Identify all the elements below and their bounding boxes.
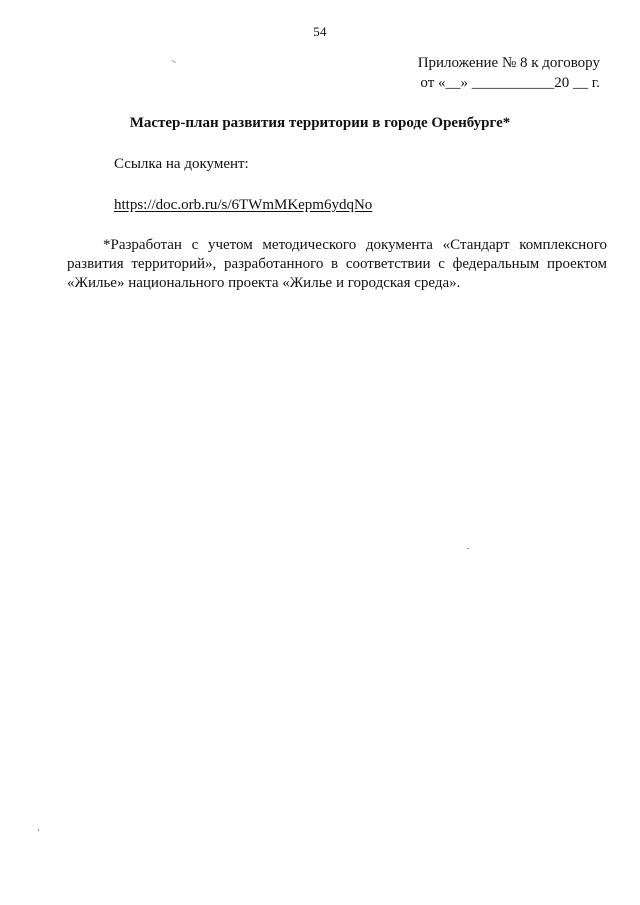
scan-speck	[172, 60, 176, 63]
appendix-line-2: от «__» ___________20 __ г.	[420, 75, 600, 91]
scan-speck	[467, 548, 469, 549]
page-number: 54	[313, 24, 327, 39]
scan-speck	[38, 829, 39, 831]
document-link-label: Ссылка на документ:	[114, 156, 249, 172]
appendix-header	[418, 53, 600, 93]
document-link[interactable]: https://doc.orb.ru/s/6TWmMKepm6ydqNo	[114, 197, 373, 213]
appendix-line-1: Приложение № 8 к договору	[417, 55, 600, 71]
footnote: *Разработан с учетом методического документа «Стандарт комплексного развития территорий», разработанного в соответствии с федеральным проектом «Жилье» национального проекта «Жилье и городская среда».	[67, 237, 607, 291]
page-title: Мастер-план развития территории в городе Оренбурге*	[129, 115, 511, 131]
